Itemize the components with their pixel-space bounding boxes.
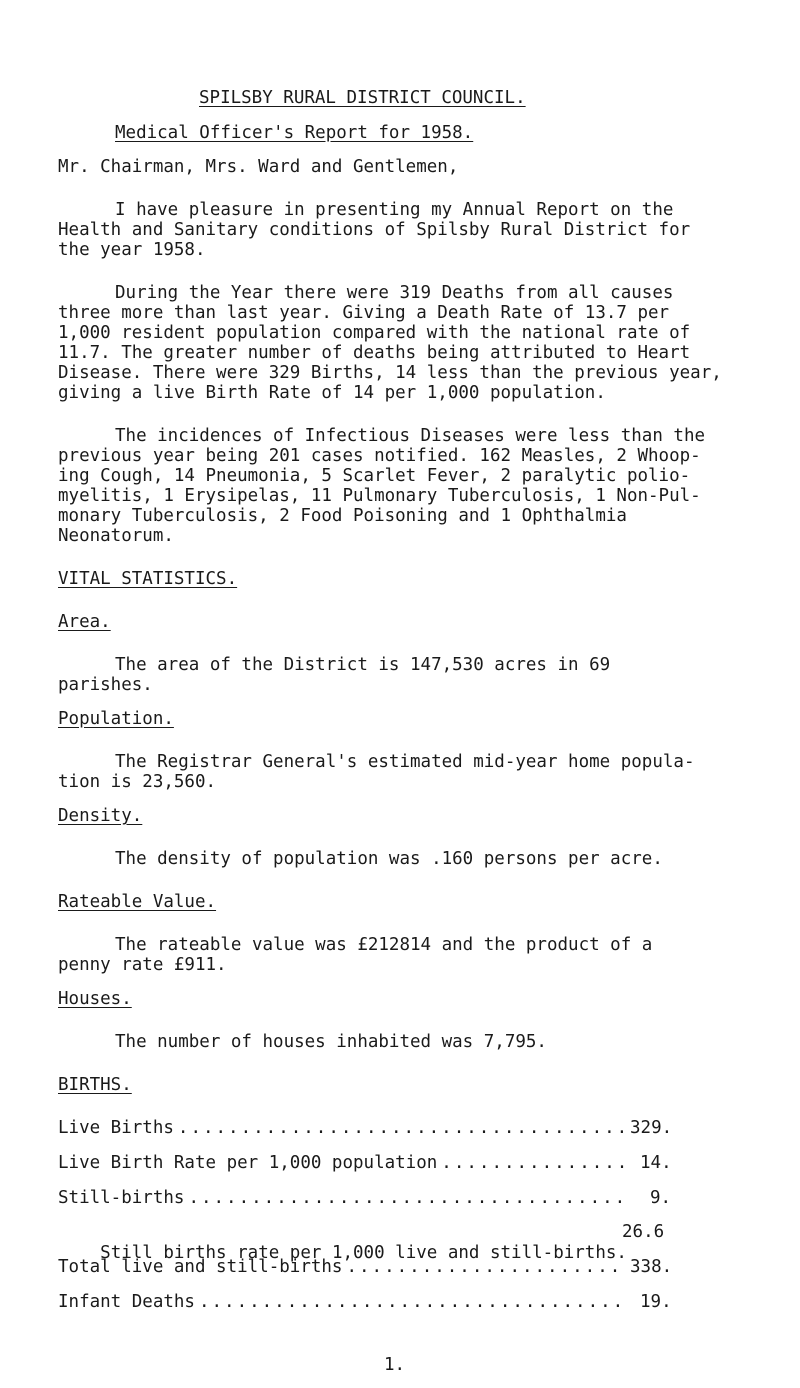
infectious-line: previous year being 201 cases notified. 162 Measles, 2 Whoop- — [58, 446, 701, 466]
rateable-value-heading: Rateable Value. — [58, 892, 217, 912]
page-number: 1. — [384, 1355, 406, 1375]
births-row-value: 329. — [630, 1118, 673, 1138]
infectious-line: Neonatorum. — [58, 526, 174, 546]
density-heading: Density. — [58, 806, 143, 826]
births-row-label: Live Births — [58, 1118, 174, 1138]
births-row — [58, 1292, 628, 1313]
births-row-value: 19. — [640, 1292, 672, 1312]
infectious-line: myelitis, 1 Erysipelas, 11 Pulmonary Tuberculosis, 1 Non-Pul- — [58, 486, 701, 506]
intro-line: I have pleasure in presenting my Annual Report on the — [115, 200, 674, 220]
births-row-value: 9. — [650, 1188, 672, 1208]
vital-statistics-heading: VITAL STATISTICS. — [58, 569, 238, 589]
intro-line: the year 1958. — [58, 240, 206, 260]
population-line: tion is 23,560. — [58, 772, 217, 792]
deaths-line: 11.7. The greater number of deaths being attributed to Heart — [58, 343, 691, 363]
infectious-line: monary Tuberculosis, 2 Food Poisoning and 1 Ophthalmia — [58, 506, 627, 526]
houses-heading: Houses. — [58, 989, 132, 1009]
houses-text: The number of houses inhabited was 7,795. — [115, 1032, 547, 1052]
births-row-label: Still-births — [58, 1188, 185, 1208]
births-row-label: Infant Deaths — [58, 1292, 195, 1312]
deaths-line: giving a live Birth Rate of 14 per 1,000 population. — [58, 383, 606, 403]
births-heading: BIRTHS. — [58, 1075, 132, 1095]
births-row-value: 338. — [630, 1257, 673, 1277]
deaths-line: During the Year there were 319 Deaths from all causes — [115, 283, 674, 303]
deaths-line: 1,000 resident population compared with the national rate of — [58, 323, 691, 343]
infectious-line: The incidences of Infectious Diseases were less than the — [115, 426, 706, 446]
births-row-label: Live Birth Rate per 1,000 population — [58, 1153, 438, 1173]
population-heading: Population. — [58, 709, 174, 729]
salutation: Mr. Chairman, Mrs. Ward and Gentlemen, — [58, 157, 459, 177]
rateable-line: The rateable value was £212814 and the product of a — [115, 935, 653, 955]
rateable-line: penny rate £911. — [58, 955, 227, 975]
area-line: The area of the District is 147,530 acres in 69 — [115, 655, 611, 675]
area-line: parishes. — [58, 675, 153, 695]
births-row-label: Still births rate per 1,000 live and still-births. — [100, 1243, 627, 1263]
births-row-label: Total live and still-births — [58, 1257, 343, 1277]
intro-line: Health and Sanitary conditions of Spilsby Rural District for — [58, 220, 691, 240]
density-text: The density of population was .160 persons per acre. — [115, 849, 663, 869]
report-title: Medical Officer's Report for 1958. — [115, 123, 474, 143]
area-heading: Area. — [58, 612, 111, 632]
deaths-line: Disease. There were 329 Births, 14 less than the previous year, — [58, 363, 722, 383]
council-heading: SPILSBY RURAL DISTRICT COUNCIL. — [199, 88, 526, 108]
births-row — [58, 1118, 628, 1139]
deaths-line: three more than last year. Giving a Death Rate of 13.7 per — [58, 303, 670, 323]
infectious-line: ing Cough, 14 Pneumonia, 5 Scarlet Fever, 2 paralytic polio- — [58, 466, 691, 486]
births-row-value: 14. — [640, 1153, 672, 1173]
population-line: The Registrar General's estimated mid-year home popula- — [115, 752, 695, 772]
births-row-value: 26.6 — [622, 1222, 665, 1242]
births-row — [58, 1153, 628, 1174]
births-row — [58, 1188, 628, 1209]
births-row — [58, 1257, 628, 1278]
